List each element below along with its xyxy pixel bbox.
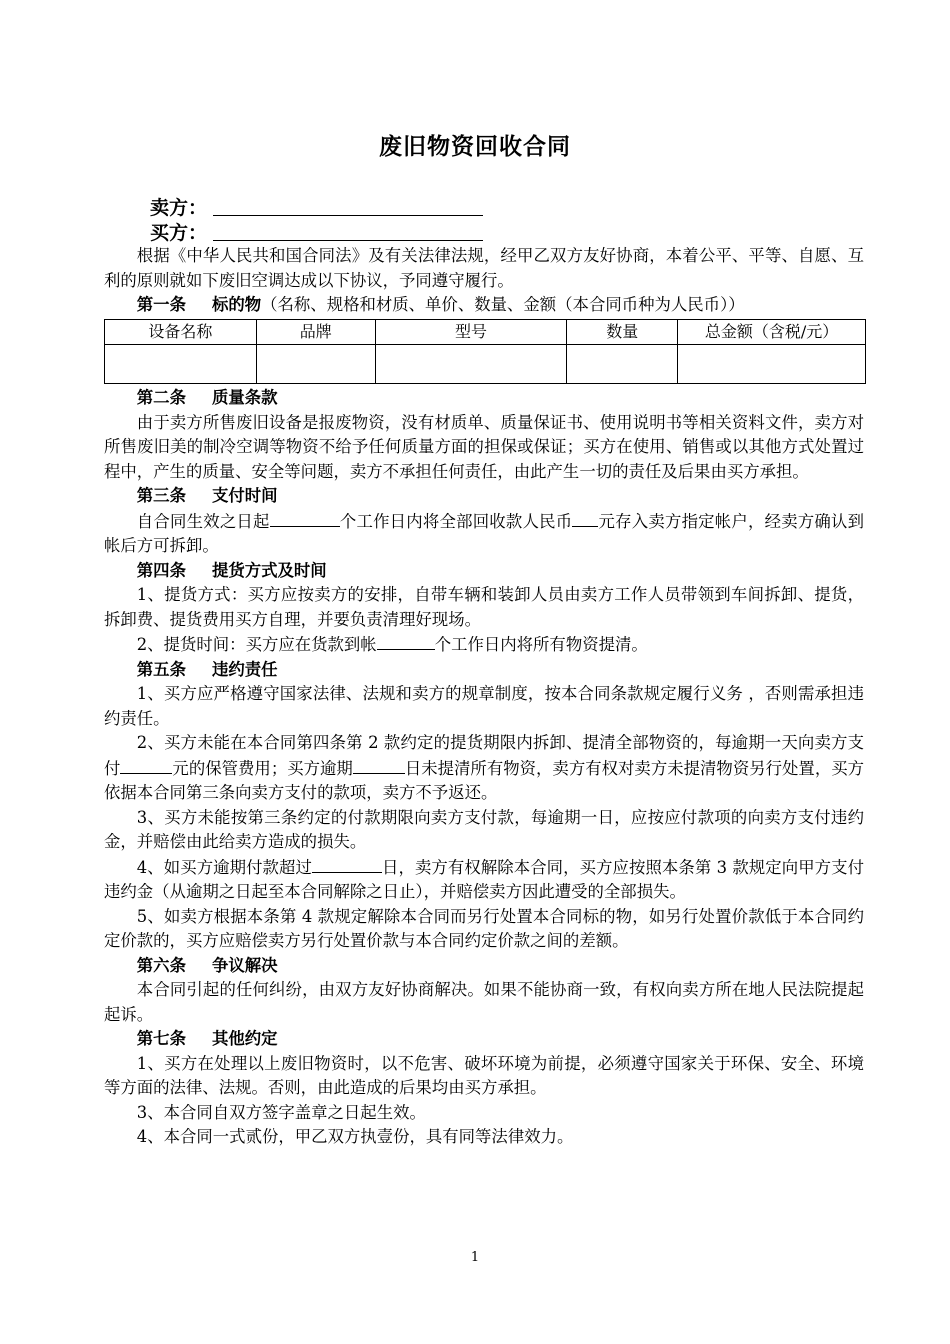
table-header-row	[105, 319, 866, 345]
table-cell[interactable]	[678, 345, 866, 384]
article-title: 质量条款	[211, 388, 278, 407]
article-1-subtitle: （名称、规格和材质、单价、数量、金额（本合同币种为人民币））	[261, 295, 745, 314]
seller-blank[interactable]	[213, 195, 483, 216]
table-header: 数量	[567, 319, 678, 345]
buyer-line	[150, 220, 483, 246]
article-2-heading	[104, 386, 864, 411]
article-5-item-4	[104, 855, 864, 905]
seller-label: 卖方：	[150, 197, 208, 219]
article-title: 争议解决	[211, 955, 278, 975]
page-number: 1	[470, 1250, 480, 1265]
article-5-item-1: 1、买方应严格遵守国家法律、法规和卖方的规章制度，按本合同条款规定履行义务 ，否则需承担违约责任。	[104, 684, 864, 728]
buyer-blank[interactable]	[213, 220, 483, 241]
text-span: 个工作日内将所有物资提清。	[434, 635, 648, 654]
article-number: 第七条	[136, 1029, 186, 1048]
text-span: 4、如买方逾期付款超过	[136, 857, 312, 877]
table-header: 总金额（含税/元）	[678, 319, 866, 345]
article-number: 第一条	[136, 295, 186, 314]
article-6-paragraph: 本合同引起的任何纠纷，由双方友好协商解决。如果不能协商一致，有权向卖方所在地人民法院提起起诉。	[104, 980, 864, 1024]
text-span: 2、买方未能在本合同第四条第 2 款约定的提货期限内拆卸、提清全部物资的，每逾期一天向卖方支付	[104, 733, 864, 778]
article-title: 标的物	[211, 295, 262, 314]
article-4-heading	[104, 559, 864, 584]
article-2-paragraph: 由于卖方所售废旧设备是报废物资，没有材质单、质量保证书、使用说明书等相关资料文件，卖方对所售废旧美的制冷空调等物资不给予任何质量方面的担保或保证；买方在使用、销售或以其他方式处置过程中，产生的质量、安全等问题，卖方不承担任何责任，由此产生一切的责任及后果由买方承担。	[104, 412, 864, 481]
table-header: 品牌	[256, 319, 375, 345]
article-title: 违约责任	[211, 659, 278, 679]
article-7-heading	[104, 1027, 864, 1052]
article-4-item-1: 1、提货方式：买方应按卖方的安排，自带车辆和装卸人员由卖方工作人员带领到车间拆卸、提货，拆卸费、提货费用买方自理，并要负责清理好现场。	[104, 585, 864, 629]
text-span: 个工作日内将全部回收款人民币	[339, 511, 573, 531]
text-span: 日，卖方有权解除本合同，买方应按照本条第 3 款规定向甲方支付违约金（从逾期之日起至本合同解除之日止），并赔偿卖方因此遭受的全部损失。	[104, 857, 864, 901]
seller-line	[150, 195, 483, 221]
table-cell[interactable]	[375, 345, 567, 384]
article-number: 第三条	[136, 486, 186, 505]
fee-blank[interactable]	[120, 756, 172, 774]
article-5-item-2	[104, 731, 864, 806]
article-3-heading	[104, 484, 864, 509]
text-span: 日未提清所有物资，卖方有权对卖方未提清物资另行处置，买方依据本合同第三条向卖方支付的款项，卖方不予返还。	[104, 758, 865, 802]
article-7-item-3: 3、本合同自双方签字盖章之日起生效。	[136, 1102, 426, 1122]
article-title: 提货方式及时间	[211, 560, 327, 580]
table-cell[interactable]	[567, 345, 678, 384]
article-5-heading	[104, 658, 864, 683]
article-7-item-4: 4、本合同一式贰份，甲乙双方执壹份，具有同等法律效力。	[136, 1127, 574, 1146]
article-number: 第六条	[136, 955, 186, 975]
article-number: 第五条	[136, 659, 186, 679]
table-cell[interactable]	[256, 345, 375, 384]
article-title: 支付时间	[211, 486, 278, 505]
article-number: 第四条	[136, 560, 186, 580]
article-3-paragraph	[104, 509, 864, 559]
table-header: 设备名称	[105, 319, 257, 345]
article-title: 其他约定	[211, 1029, 278, 1048]
article-7-item-1: 1、买方在处理以上废旧物资时，以不危害、破坏环境为前提，必须遵守国家关于环保、安全、环境等方面的法律、法规。否则，由此造成的后果均由买方承担。	[104, 1053, 864, 1097]
article-1-heading	[104, 293, 864, 318]
article-6-heading	[104, 954, 864, 979]
article-4-item-2	[104, 632, 864, 658]
table-row	[105, 345, 866, 384]
days-blank[interactable]	[312, 855, 382, 873]
contract-body	[104, 244, 864, 1150]
text-span: 自合同生效之日起	[136, 511, 270, 531]
table-cell[interactable]	[105, 345, 257, 384]
document-title: 废旧物资回收合同	[379, 133, 571, 160]
text-span: 元存入卖方指定帐户，经卖方确认到帐后方可拆卸。	[104, 511, 865, 555]
goods-table	[104, 319, 866, 385]
text-span: 2、提货时间：买方应在货款到帐	[136, 635, 377, 654]
buyer-label: 买方：	[150, 222, 208, 244]
article-5-item-5: 5、如卖方根据本条第 4 款规定解除本合同而另行处置本合同标的物，如另行处置价款低于本合同约定价款的，买方应赔偿卖方另行处置价款与本合同约定价款之间的差额。	[104, 906, 864, 950]
days-blank[interactable]	[353, 756, 405, 774]
table-header: 型号	[375, 319, 567, 345]
article-5-item-3: 3、买方未能按第三条约定的付款期限向卖方支付款，每逾期一日，应按应付款项的向卖方支付违约金，并赔偿由此给卖方造成的损失。	[104, 807, 864, 851]
days-blank[interactable]	[270, 509, 340, 527]
intro-paragraph: 根据《中华人民共和国合同法》及有关法律法规，经甲乙双方友好协商，本着公平、平等、自愿、互利的原则就如下废旧空调达成以下协议，予同遵守履行。	[104, 246, 864, 290]
amount-blank[interactable]	[572, 509, 598, 527]
article-number: 第二条	[136, 388, 186, 407]
days-blank[interactable]	[377, 632, 435, 650]
text-span: 元的保管费用；买方逾期	[172, 758, 353, 778]
